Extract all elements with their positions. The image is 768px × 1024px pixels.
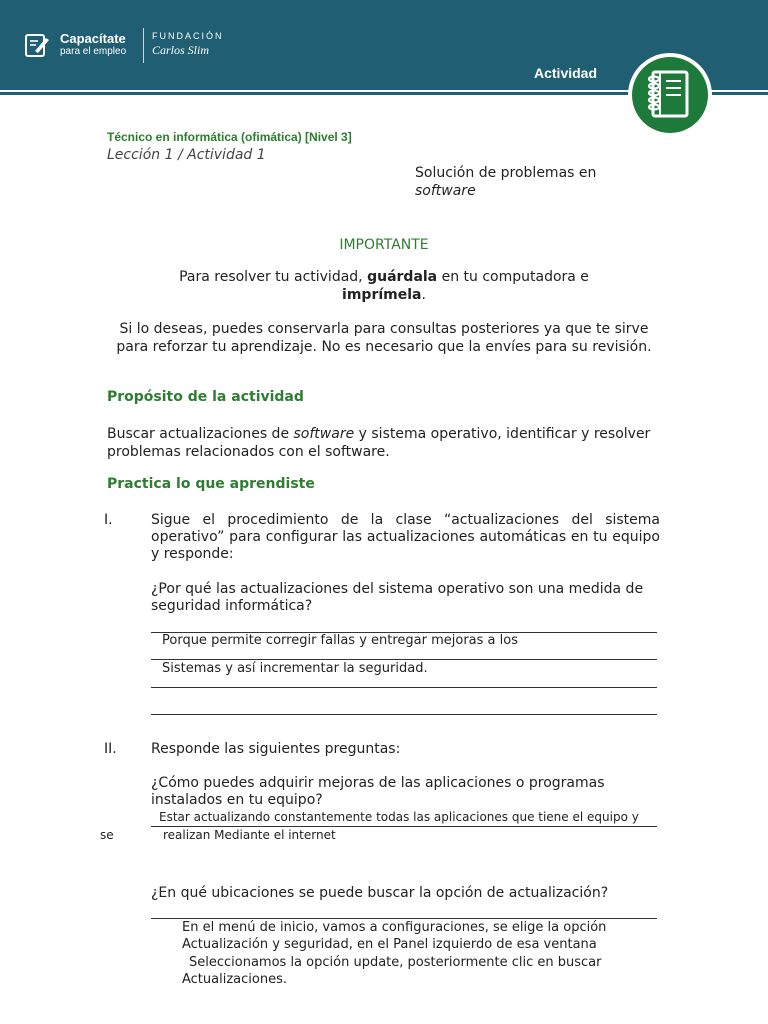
- question-2b-answer-line2: Actualización y seguridad, en el Panel izquierdo de esa ventana: [182, 937, 597, 952]
- question-2a-answer-prefix: se: [100, 828, 114, 842]
- p1-text-c: en tu computadora e: [437, 269, 589, 285]
- question-1-answer-line2: Sistemas y así incrementar la seguridad.: [162, 661, 428, 676]
- question-1-number: I.: [104, 512, 113, 528]
- question-2b-answer-line4: Actualizaciones.: [182, 972, 287, 987]
- activity-label: Actividad: [534, 65, 598, 81]
- p1-bold-save: guárdala: [367, 269, 438, 285]
- lesson-label: Lección 1 / Actividad 1: [107, 147, 266, 163]
- question-2b-answer-line1: En el menú de inicio, vamos a configuraciones, se elige la opción: [182, 920, 607, 935]
- p1-text-a: Para resolver tu actividad,: [179, 269, 368, 285]
- practice-heading: Practica lo que aprendiste: [107, 476, 315, 492]
- purpose-heading: Propósito de la actividad: [107, 389, 304, 405]
- question-2-number: II.: [104, 741, 117, 757]
- purpose-text-b: software: [293, 426, 355, 442]
- important-heading: IMPORTANTE: [339, 237, 429, 253]
- answer-line: [151, 687, 657, 688]
- logo-main-text: Capacítate: [60, 31, 126, 46]
- notebook-icon: [627, 52, 713, 138]
- document-pen-icon: [24, 32, 50, 58]
- question-1-prompt: ¿Por qué las actualizaciones del sistema operativo son una medida de seguridad informática?: [151, 581, 644, 614]
- solution-title-line1: Solución de problemas en: [415, 165, 597, 181]
- question-2b-prompt: ¿En qué ubicaciones se puede buscar la opción de actualización?: [151, 885, 609, 901]
- instruction-paragraph: [100, 268, 668, 304]
- question-2b-answer-line3: Seleccionamos la opción update, posteriormente clic en buscar: [189, 955, 602, 970]
- purpose-text-c: y sistema operativo, identificar y resolver problemas relacionados con el software.: [107, 426, 651, 460]
- solution-title-line2: software: [415, 183, 476, 199]
- question-2a-prompt: ¿Cómo puedes adquirir mejoras de las aplicaciones o programas instalados en tu equipo?: [151, 775, 605, 808]
- purpose-paragraph: [107, 425, 687, 461]
- note-paragraph: Si lo deseas, puedes conservarla para consultas posteriores ya que te sirve para reforzar tu aprendizaje. No es necesario que la envíes para su revisión.: [116, 321, 652, 355]
- foundation-label: FUNDACIÓN: [152, 31, 224, 41]
- question-1-text: Sigue el procedimiento de la clase “actualizaciones del sistema operativo” para configurar las actualizaciones automáticas en tu equipo y responde:: [151, 512, 660, 562]
- purpose-text-a: Buscar actualizaciones de: [107, 426, 294, 442]
- question-2a-answer-line2: realizan Mediante el internet: [163, 828, 336, 842]
- question-2a-answer-line1: Estar actualizando constantemente todas las aplicaciones que tiene el equipo y: [159, 810, 639, 824]
- course-title: Técnico en informática (ofimática) [Nivel 3]: [107, 130, 352, 144]
- p1-bold-print: imprímela: [342, 287, 422, 303]
- logo-sub-text: para el empleo: [60, 46, 127, 57]
- logo-separator: [143, 28, 144, 63]
- solution-title: [415, 164, 596, 200]
- question-2-text: Responde las siguientes preguntas:: [151, 741, 401, 757]
- foundation-signature: Carlos Slim: [152, 43, 210, 57]
- question-1-answer-line1: Porque permite corregir fallas y entregar mejoras a los: [162, 633, 518, 648]
- p1-text-e: .: [421, 287, 426, 303]
- answer-line: [151, 714, 657, 715]
